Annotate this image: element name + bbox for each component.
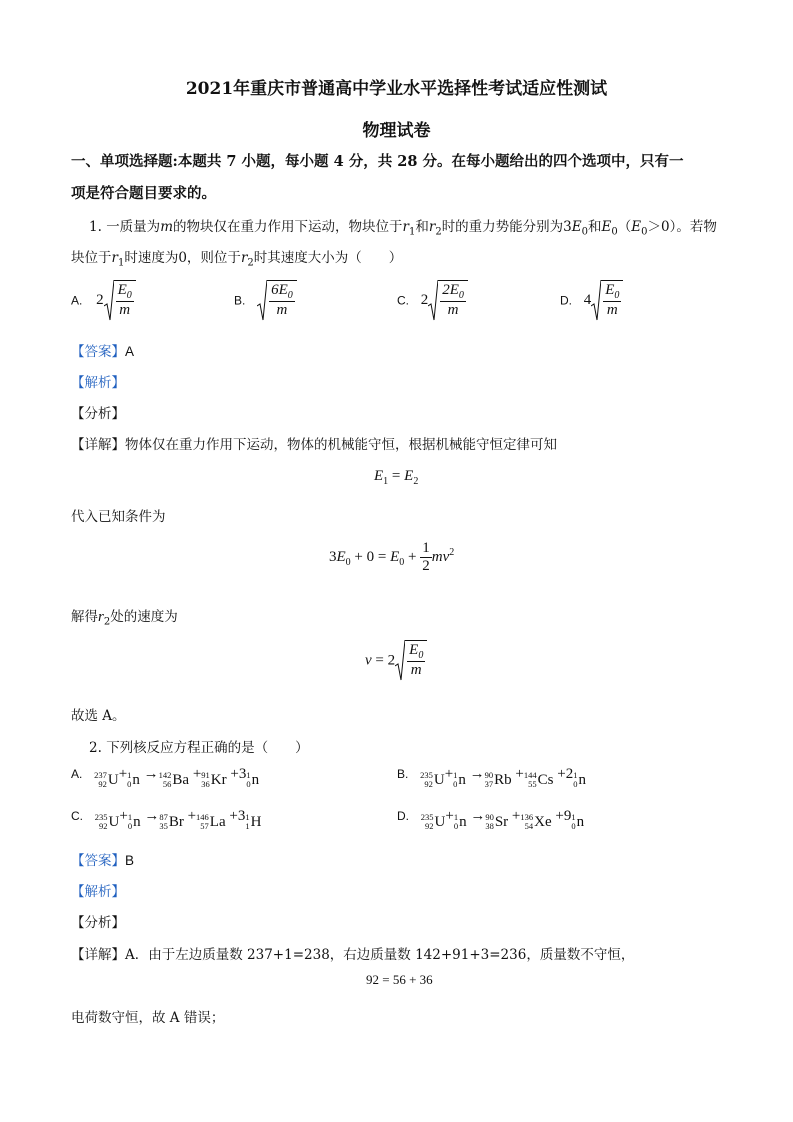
detail-tag: 【详解】 <box>71 437 125 453</box>
q1-text: 时速度为0，则位于 <box>124 250 241 266</box>
q1-conclusion: 故选 A。 <box>71 708 126 724</box>
equation-velocity: v = 2 $\frac{E_0}{m}$ <box>365 640 427 682</box>
q1-answer <box>71 340 134 360</box>
q1-analysis-tag: 【解析】 <box>71 375 125 391</box>
q1-text: 块位于 <box>71 250 112 266</box>
q1-text: ＞0）。若物 <box>647 219 717 235</box>
q1-text: 的物块仅在重力作用下运动，物块位于 <box>173 219 403 235</box>
detail-tag: 【详解】 <box>71 947 125 963</box>
option-label: D. <box>560 293 572 308</box>
var-r: r <box>402 219 409 235</box>
q1-text: 和 <box>415 219 429 235</box>
section-heading-line1: 一、单项选择题:本题共 7 小题，每小题 4 分，共 28 分。在每小题给出的四个选项中，只有一 <box>71 153 684 170</box>
q1-detail <box>71 433 557 453</box>
answer-tag: 【答案】 <box>71 853 125 869</box>
option-label: B. <box>234 293 246 308</box>
option-label: B. <box>397 767 409 781</box>
equation-energy-conservation: $E_1 = E_2$ <box>374 468 419 487</box>
q1-text: 时的重力势能分别为3 <box>441 219 572 235</box>
option-label: C. <box>397 293 409 308</box>
subscript: 2 <box>247 257 254 269</box>
var-r: r <box>111 250 118 266</box>
q1-stem-line2 <box>71 246 402 269</box>
equation-charge: 92 = 56 + 36 <box>366 972 433 987</box>
subscript: 2 <box>435 226 442 238</box>
subscript: 1 <box>408 226 416 238</box>
q2-answer <box>71 849 134 869</box>
q2-option-a[interactable]: A. 237 92 U + 1 0 n → 142 56 Ba + 91 36 Kr +3 1 0 n <box>71 766 260 789</box>
q1-text: 一质量为 <box>106 219 161 235</box>
detail-text: A．由于左边质量数 237+1=238，右边质量数 142+91+3=236，质量数不守恒， <box>125 947 635 963</box>
q2-text: 下列核反应方程正确的是（ ） <box>106 740 309 756</box>
q2-charge-text: 电荷数守恒，故 A 错误； <box>71 1010 225 1026</box>
solve-text: 解得$r_2$处的速度为 <box>71 609 178 628</box>
q1-text: 时其速度大小为（ ） <box>253 250 403 266</box>
q1-option-a[interactable] <box>71 280 136 322</box>
subscript: 1 <box>117 257 125 269</box>
option-coef: 4 <box>583 292 592 309</box>
option-coef: 2 <box>420 292 429 309</box>
q1-option-c[interactable] <box>397 280 468 322</box>
answer-value: A <box>125 344 135 359</box>
subscript: 0 <box>581 226 589 238</box>
q2-stem <box>89 736 309 756</box>
var-r: r <box>240 250 248 266</box>
q2-number: 2. <box>89 740 102 756</box>
answer-tag: 【答案】 <box>71 344 125 360</box>
q1-option-b[interactable] <box>234 280 297 322</box>
q1-text: 和 <box>588 219 602 235</box>
sqrt: $\frac{E_0}{m}$ <box>104 280 136 322</box>
q1-option-d[interactable] <box>560 280 623 322</box>
q2-option-d[interactable]: D. 235 92 U + 1 0 n → 90 38 Sr + 136 54 Xe +9 1 0 n <box>397 808 585 831</box>
equation-substituted: $3E_0 + 0 = E_0$ + $\frac{1}{2}$ $mv^2$ <box>329 540 455 574</box>
option-label: D. <box>397 809 409 823</box>
q2-detail <box>71 943 634 963</box>
option-coef: 2 <box>96 292 104 309</box>
page-title: 2021年重庆市普通高中学业水平选择性考试适应性测试 <box>185 79 608 99</box>
var-E: E <box>601 219 612 235</box>
sqrt: $\frac{E_0}{m}$ <box>591 280 623 322</box>
q1-text: （ <box>617 219 632 235</box>
q2-option-b[interactable]: B. 235 92 U + 1 0 n → 90 37 Rb + 144 55 Cs +2 1 0 n <box>397 766 586 789</box>
q2-analysis-tag: 【解析】 <box>71 884 125 900</box>
var-E: E <box>571 219 582 235</box>
q2-option-c[interactable]: C. 235 92 U + 1 0 n → 87 35 Br + 146 57 La +3 1 1 H <box>71 808 262 831</box>
option-label: A. <box>71 293 83 308</box>
substitution-text: 代入已知条件为 <box>71 509 166 525</box>
sqrt: $\frac{6E_0}{m}$ <box>257 280 297 322</box>
option-label: A. <box>71 767 83 781</box>
detail-text: 物体仅在重力作用下运动，物体的机械能守恒，根据机械能守恒定律可知 <box>125 437 557 453</box>
var-r: r <box>428 219 436 235</box>
page-subtitle: 物理试卷 <box>362 121 431 141</box>
sqrt: $\frac{2E_0}{m}$ <box>428 280 468 322</box>
var-E: E <box>631 219 642 235</box>
q1-fenxi-tag: 【分析】 <box>71 406 125 422</box>
answer-value: B <box>125 853 135 868</box>
q1-stem-line1 <box>89 215 717 238</box>
subscript: 0 <box>611 226 618 238</box>
q1-number: 1. <box>89 219 102 235</box>
var-m: m <box>160 219 173 235</box>
q2-fenxi-tag: 【分析】 <box>71 915 125 931</box>
section-heading-line2: 项是符合题目要求的。 <box>71 185 216 202</box>
option-label: C. <box>71 809 83 823</box>
subscript: 0 <box>641 226 648 238</box>
